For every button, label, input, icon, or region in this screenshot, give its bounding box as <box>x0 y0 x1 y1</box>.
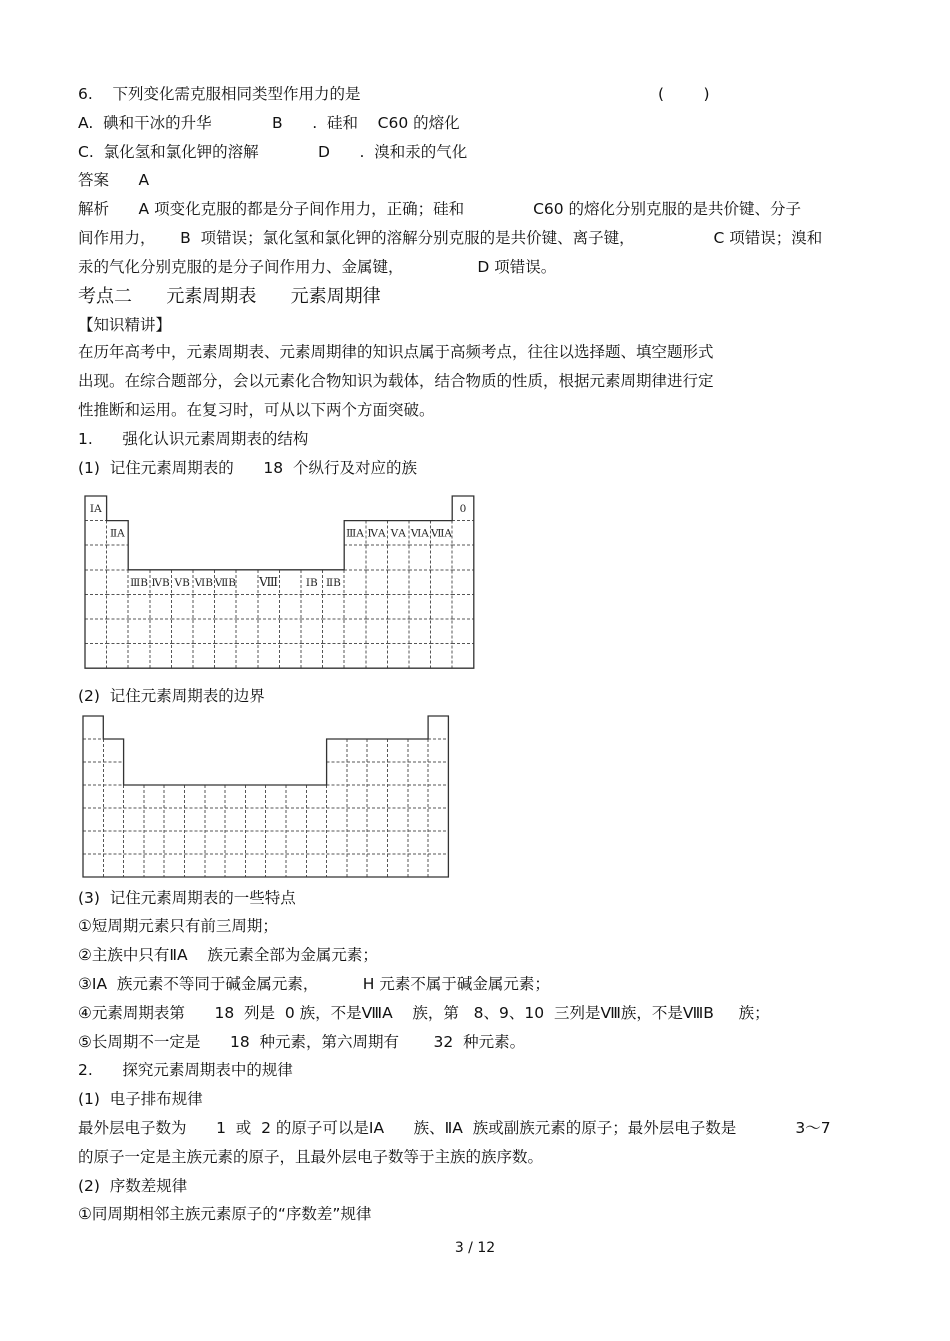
group-label-g3: ⅢB <box>130 576 148 589</box>
feature-5: ⑤长周期不一定是 18 种元素，第六周期有 32 种元素。 <box>78 1033 526 1051</box>
group-label-g17: ⅦA <box>430 527 452 540</box>
rule-paragraph-line-1: 最外层电子数为 1 或 2 的原子可以是ⅠA 族、ⅡA 族或副族元素的原子；最外层电子数是 3～7 <box>78 1119 831 1137</box>
rule-paragraph-line-2: 的原子一定是主族元素的原子，且最外层电子数等于主族的族序数。 <box>78 1148 544 1166</box>
group-label-g8: Ⅷ <box>259 574 279 589</box>
option-a: A. 碘和干冰的升华 <box>78 114 212 132</box>
option-d: D . 溴和汞的气化 <box>318 143 468 161</box>
intro-line-3: 性推断和运用。在复习时，可从以下两个方面突破。 <box>78 401 435 419</box>
group-label-g15: ⅤA <box>390 527 406 540</box>
periodic-table-groups-diagram <box>84 495 478 671</box>
feature-3: ③ⅠA 族元素不等同于碱金属元素， H 元素不属于碱金属元素； <box>78 975 550 993</box>
group-label-g7: ⅦB <box>214 576 237 589</box>
answer-line: 答案 A <box>78 171 150 189</box>
option-c: C. 氯化氢和氯化钾的溶解 <box>78 143 259 161</box>
intro-line-1: 在历年高考中，元素周期表、元素周期律的知识点属于高频考点，往往以选择题、填空题形式 <box>78 343 714 361</box>
group-label-g1: ⅠA <box>89 503 102 515</box>
section-title: 考点二 元素周期表 元素周期律 <box>78 286 381 307</box>
group-label-g4: ⅣB <box>151 576 170 589</box>
answer-paren: ( ) <box>658 85 710 103</box>
part1-sub3: (3) 记住元素周期表的一些特点 <box>78 889 296 907</box>
part1-sub1: (1) 记住元素周期表的 18 个纵行及对应的族 <box>78 459 417 477</box>
part1-sub2: (2) 记住元素周期表的边界 <box>78 687 265 705</box>
group-label-g5: ⅤB <box>174 576 190 589</box>
part1-heading: 1. 强化认识元素周期表的结构 <box>78 430 309 448</box>
page-number: 3 / 12 <box>454 1240 496 1256</box>
section-tag: 【知识精讲】 <box>78 316 172 334</box>
option-b: B . 硅和 C60 的熔化 <box>272 114 460 132</box>
group-label-g14: ⅣA <box>367 527 386 540</box>
group-label-g18: 0 <box>459 503 467 515</box>
analysis-line-2: 间作用力， B 项错误；氯化氢和氯化钾的溶解分别克服的是共价键、离子键， C 项错误；溴和 <box>78 229 823 247</box>
group-label-g16: ⅥA <box>410 527 429 540</box>
periodic-table-boundary-diagram <box>82 715 450 879</box>
intro-line-2: 出现。在综合题部分，会以元素化合物知识为载体，结合物质的性质，根据元素周期律进行定 <box>78 372 714 390</box>
rule-1: ①同周期相邻主族元素原子的“序数差”规律 <box>78 1205 372 1223</box>
part2-sub2: (2) 序数差规律 <box>78 1177 188 1195</box>
feature-4: ④元素周期表第 18 列是 0 族，不是ⅧA 族，第 8、9、10 三列是Ⅷ族，不是ⅧB 族； <box>78 1004 770 1022</box>
feature-1: ①短周期元素只有前三周期； <box>78 917 278 935</box>
group-label-g12: ⅡB <box>325 576 341 589</box>
analysis-line-3: 汞的气化分别克服的是分子间作用力、金属键， D 项错误。 <box>78 258 557 276</box>
feature-2: ②主族中只有ⅡA 族元素全部为金属元素； <box>78 946 378 964</box>
question-stem: 6. 下列变化需克服相同类型作用力的是 <box>78 85 361 103</box>
group-label-g11: ⅠB <box>305 576 318 589</box>
group-label-g6: ⅥB <box>194 576 213 589</box>
analysis-line-1: 解析 A 项变化克服的都是分子间作用力，正确；硅和 C60 的熔化分别克服的是共价键、分子 <box>78 200 802 218</box>
group-label-g2: ⅡA <box>110 527 125 540</box>
group-label-g13: ⅢA <box>346 527 364 540</box>
part2-heading: 2. 探究元素周期表中的规律 <box>78 1061 293 1079</box>
part2-sub1: (1) 电子排布规律 <box>78 1090 203 1108</box>
